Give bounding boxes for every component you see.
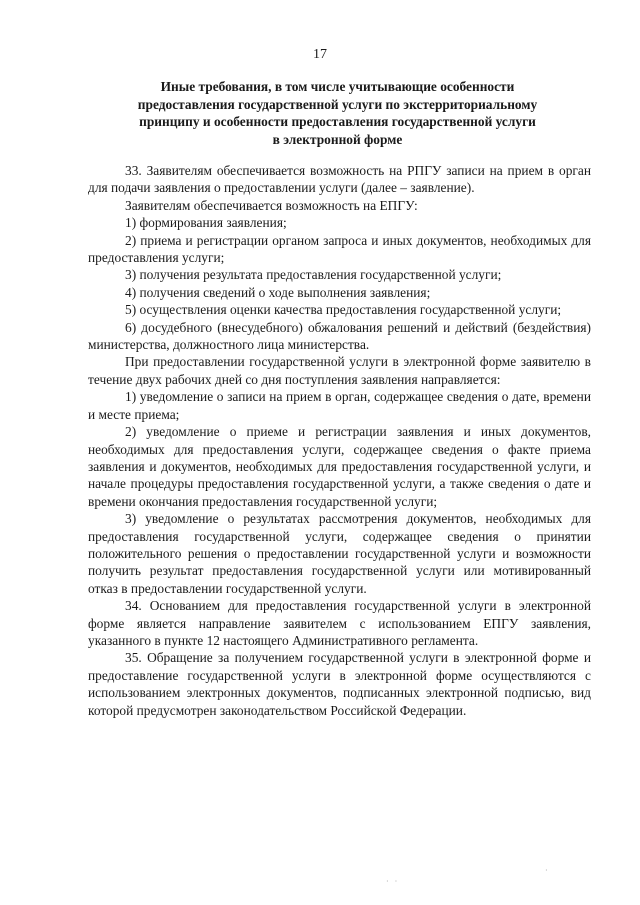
list-item: 6) досудебного (внесудебного) обжалования решений и действий (бездействия) министерства, должностного лица министерства.: [88, 319, 591, 353]
list-item: 1) формирования заявления;: [125, 215, 287, 231]
section-heading-line: принципу и особенности предоставления государственной услуги: [139, 114, 536, 130]
list-item: 3) уведомление о результатах рассмотрения документов, необходимых для предоставления государственной услуги, содержащее сведения о принятии положительного решения о предоставлении государственной услуги и возможности получить результат предоставления государственной услуги или мотивированный отказ в предоставлении государственной услуги.: [88, 511, 591, 596]
page-number: 17: [313, 47, 327, 62]
scan-artifact: ·: [545, 866, 548, 875]
section-heading-line: предоставления государственной услуги по экстерриториальному: [137, 96, 538, 112]
document-body: [88, 162, 591, 719]
list-item: 2) приема и регистрации органом запроса и иных документов, необходимых для предоставления услуги;: [88, 232, 591, 266]
paragraph-notifications-intro: При предоставлении государственной услуги в электронной форме заявителю в течение двух рабочих дней со дня поступления заявления направляется:: [88, 354, 591, 387]
list-item: 5) осуществления оценки качества предоставления государственной услуги;: [125, 302, 562, 318]
paragraph-35: 35. Обращение за получением государственной услуги в электронной форме и предоставление государственной услуги в электронной форме осуществляются с использованием электронных документов, подписанных электронной подписью, вид которой предусмотрен законодательством Российской Федерации.: [88, 650, 591, 718]
scan-artifact: · ·: [386, 877, 400, 886]
list-item: 1) уведомление о записи на прием в орган, содержащее сведения о дате, времени и месте приема;: [88, 389, 591, 422]
paragraph-33: 33. Заявителям обеспечивается возможность на РПГУ записи на прием в орган для подачи заявления о предоставлении услуги (далее – заявление).: [88, 163, 591, 196]
list-item: 4) получения сведений о ходе выполнения заявления;: [125, 284, 431, 300]
list-item: 3) получения результата предоставления государственной услуги;: [125, 267, 502, 283]
section-heading-line: в электронной форме: [272, 131, 403, 147]
paragraph-epgu-intro: Заявителям обеспечивается возможность на ЕПГУ:: [125, 197, 418, 213]
paragraph-34: 34. Основанием для предоставления государственной услуги в электронной форме является направление заявителем с использованием ЕПГУ заявления, указанного в пункте 12 настоящего Административного регламента.: [88, 598, 591, 648]
section-heading-line: Иные требования, в том числе учитывающие особенности: [160, 79, 515, 94]
list-item: 2) уведомление о приеме и регистрации заявления и иных документов, необходимых для предоставления услуги, содержащее сведения о факте приема заявления и документов, необходимых для предоставления государственной услуги, и начале процедуры предоставления государственной услуги, а также сведения о дате и времени окончания предоставления государственной услуги;: [88, 424, 591, 509]
section-heading: [85, 78, 590, 148]
